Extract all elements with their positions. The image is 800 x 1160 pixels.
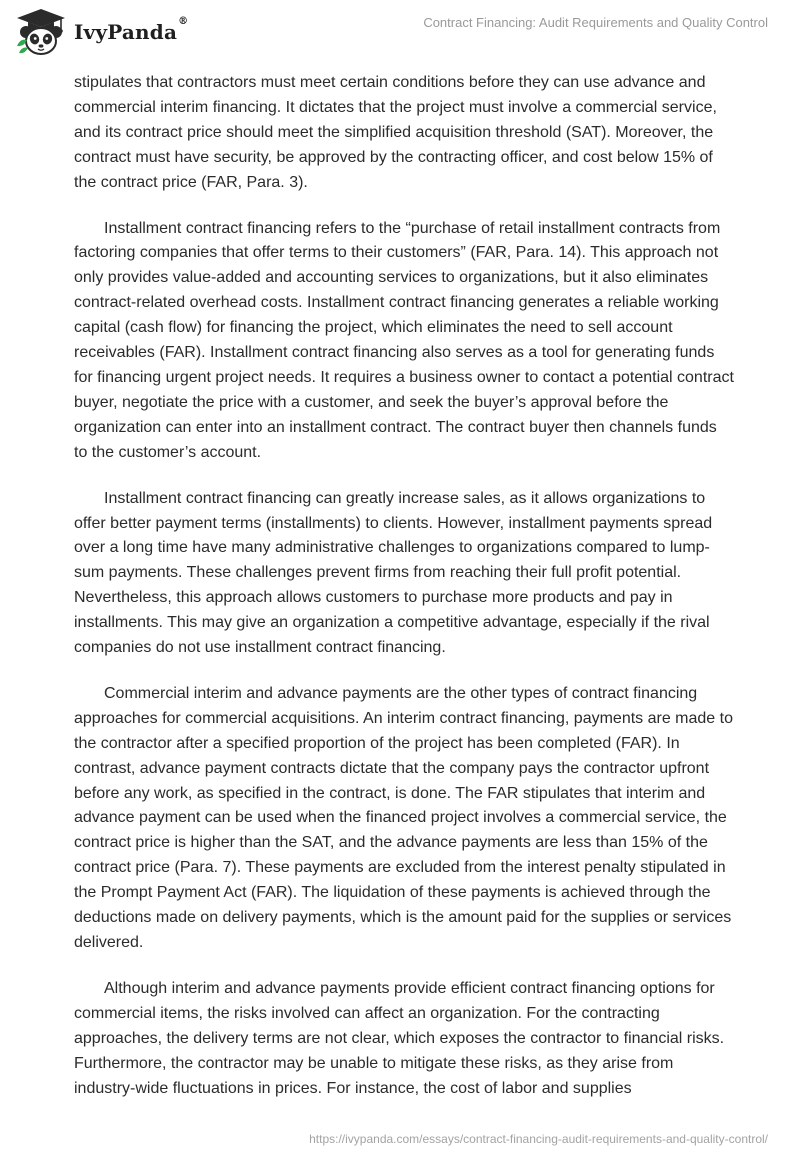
source-url[interactable]: https://ivypanda.com/essays/contract-financing-audit-requirements-and-quality-control/ bbox=[309, 1132, 768, 1146]
paragraph: Installment contract financing can greatly increase sales, as it allows organizations to offer better payment terms (installments) to clients. However, installment payments spread over a long time have many administrative challenges to organizations compared to lump-sum payments. These challenges prevent firms from reaching their full profit potential. Nevertheless, this approach allows customers to purchase more products and pay in installments. This may give an organization a competitive advantage, especially if the rival companies do not use installment contract financing. bbox=[74, 489, 713, 657]
page-header bbox=[0, 0, 800, 70]
registered-mark: ® bbox=[178, 16, 189, 27]
logo-wordmark: IvyPanda® bbox=[74, 16, 189, 44]
panda-graduate-icon bbox=[14, 6, 68, 58]
ivypanda-logo[interactable] bbox=[14, 6, 188, 58]
document-title: Contract Financing: Audit Requirements and Quality Control bbox=[423, 15, 768, 30]
paragraph: stipulates that contractors must meet certain conditions before they can use advance and commercial interim financing. It dictates that the project must involve a commercial service, and its contract price should meet the simplified acquisition threshold (SAT). Moreover, the contract must have security, be approved by the contracting officer, and cost below 15% of the contract price (FAR, Para. 3). bbox=[74, 74, 717, 191]
paragraph: Installment contract financing refers to the “purchase of retail installment contracts from factoring companies that offer terms to their customers” (FAR, Para. 14). This approach not only provides value-added and accounting services to organizations, but it also eliminates contract-related overhead costs. Installment contract financing generates a reliable working capital (cash flow) for financing the project, which eliminates the need to sell account receivables (FAR). Installment contract financing also serves as a tool for generating funds for financing urgent project needs. It requires a business owner to contact a potential contract buyer, negotiate the price with a customer, and seek the buyer’s approval before the organization can enter into an installment contract. The contract buyer then channels funds to the customer’s account. bbox=[74, 219, 734, 461]
paragraph: Although interim and advance payments provide efficient contract financing options for commercial items, the risks involved can affect an organization. For the contracting approaches, the delivery terms are not clear, which exposes the contractor to financial risks. Furthermore, the contractor may be unable to mitigate these risks, as they arise from industry-wide fluctuations in prices. For instance, the cost of labor and supplies bbox=[74, 979, 725, 1097]
essay-body bbox=[74, 71, 734, 1122]
paragraph: Commercial interim and advance payments are the other types of contract financing approaches for commercial acquisitions. An interim contract financing, payments are made to the contractor after a specified proportion of the project has been completed (FAR). In contrast, advance payment contracts dictate that the company pays the contractor upfront before any work, as specified in the contract, is done. The FAR stipulates that interim and advance payment can be used when the financed project involves a commercial service, the contract price is higher than the SAT, and the advance payments are less than 15% of the contract price (Para. 7). These payments are excluded from the interest penalty stipulated in the Prompt Payment Act (FAR). The liquidation of these payments is achieved through the deductions made on delivery payments, which is the amount paid for the supplies or services delivered. bbox=[74, 684, 733, 951]
